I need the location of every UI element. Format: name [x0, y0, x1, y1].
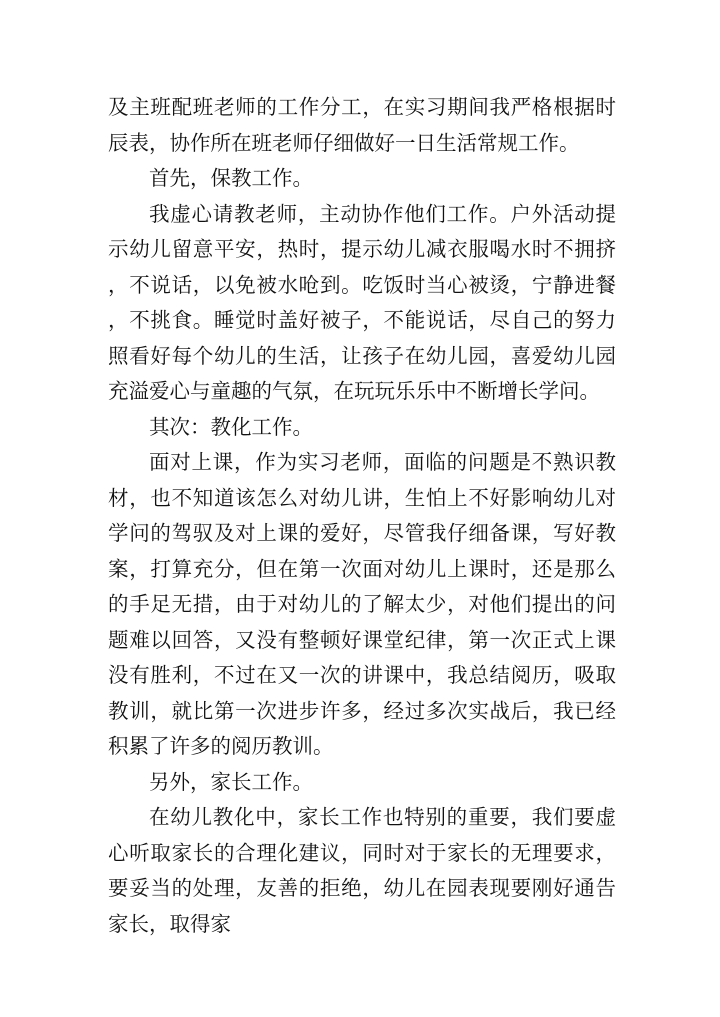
- paragraph-teaching-work: 面对上课，作为实习老师，面临的问题是不熟识教材，也不知道该怎么对幼儿讲，生怕上不好影响幼儿对学问的驾驭及对上课的爱好，尽管我仔细备课，写好教案，打算充分，但在第一次面对幼儿上课时，还是那么的手足无措，由于对幼儿的了解太少，对他们提出的问题难以回答，又没有整顿好课堂纪律，第一次正式上课没有胜利，不过在又一次的讲课中，我总结阅历，吸取教训，就比第一次进步许多，经过多次实战后，我已经积累了许多的阅历教训。: [108, 450, 616, 758]
- paragraph-parent-work: 在幼儿教化中，家长工作也特别的重要，我们要虚心听取家长的合理化建议，同时对于家长的无理要求，要妥当的处理，友善的拒绝，幼儿在园表现要刚好通告家长，取得家: [108, 805, 616, 936]
- paragraph-care-work: 我虚心请教老师，主动协作他们工作。户外活动提示幼儿留意平安，热时，提示幼儿减衣服喝水时不拥挤，不说话，以免被水呛到。吃饭时当心被烫，宁静进餐，不挑食。睡觉时盖好被子，不能说话，尽自己的努力照看好每个幼儿的生活，让孩子在幼儿园，喜爱幼儿园充溢爱心与童趣的气氛，在玩玩乐乐中不断增长学问。: [108, 201, 616, 403]
- document-body: [108, 90, 616, 942]
- section-heading-parents: 另外，家长工作。: [149, 769, 313, 794]
- paragraph-continuation: 及主班配班老师的工作分工，在实习期间我严格根据时辰表，协作所在班老师仔细做好一日生活常规工作。: [108, 95, 616, 155]
- section-heading-care: 首先，保教工作。: [149, 166, 313, 190]
- section-heading-teaching: 其次：教化工作。: [149, 414, 313, 439]
